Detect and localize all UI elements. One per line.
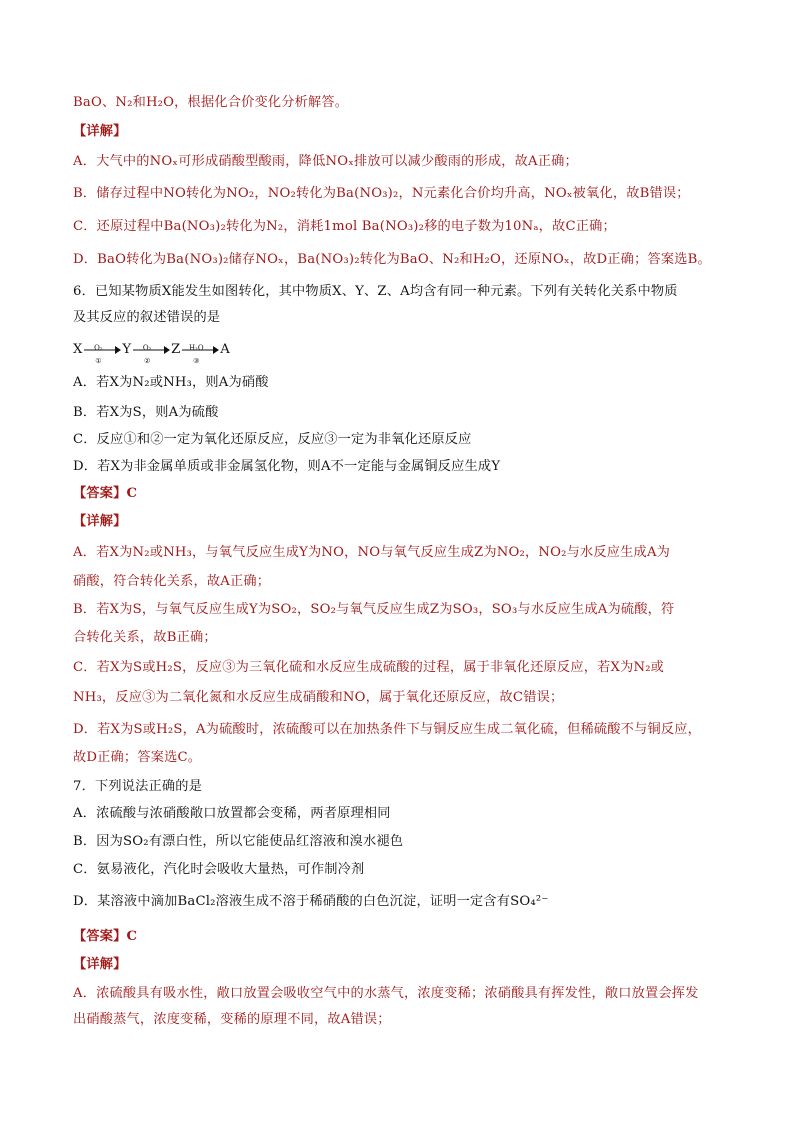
species-a: A [220,342,230,357]
option-6d: D．若X为非金属单质或非金属氢化物，则A不一定能与金属铜反应生成Y [73,459,501,474]
reagent-2: O₂ [142,344,152,352]
question-7-stem: 7．下列说法正确的是 [73,779,203,794]
text-line-21: 故D正确；答案选C。 [73,750,202,765]
reagent-1: O₂ [94,344,103,352]
section-heading-detail: 【详解】 [73,124,127,139]
species-x: X [73,342,83,357]
reaction-arrow-3 [181,340,219,365]
text-line-0: BaO、N₂和H₂O，根据化合价变化分析解答。 [73,95,349,110]
reaction-scheme [73,340,230,365]
reaction-arrow-1 [83,340,121,365]
reagent-3: H₂O [188,344,204,352]
text-line-5: D．BaO转化为Ba(NO₃)₂储存NOₓ，Ba(NO₃)₂转化为BaO、N₂和H₂O，还原NOₓ，故D正确；答案选B。 [73,252,711,267]
text-line-18: C．若X为S或H₂S，反应③为三氧化硫和水反应生成硫酸的过程，属于非氧化还原反应，若X为N₂或 [73,660,665,675]
option-7c: C．氨易液化，汽化时会吸收大量热，可作制冷剂 [73,862,365,877]
text-line-19: NH₃，反应③为二氧化氮和水反应生成硝酸和NO，属于氧化还原反应，故C错误； [73,690,564,705]
option-6b: B．若X为S，则A为硫酸 [73,405,219,420]
question-6-stem-cont: 及其反应的叙述错误的是 [73,310,221,325]
text-line-20: D．若X为S或H₂S，A为硫酸时，浓硫酸可以在加热条件下与铜反应生成二氧化硫，但稀硫酸不与铜反应， [73,722,702,737]
section-heading-detail-7: 【详解】 [73,957,127,972]
text-line-3: B．储存过程中NO转化为NO₂，NO₂转化为Ba(NO₃)₂，N元素化合价均升高，NOₓ被氧化，故B错误； [73,186,690,201]
text-line-29: A．浓硫酸具有吸水性，敞口放置会吸收空气中的水蒸气，浓度变稀；浓硝酸具有挥发性，敞口放置会挥发 [73,986,699,1001]
reaction-arrow-2 [132,340,170,365]
text-line-30: 出硝酸蒸气，浓度变稀，变稀的原理不同，故A错误； [73,1012,391,1027]
species-y: Y [122,342,132,357]
answer-7: 【答案】C [73,929,138,944]
option-6a: A．若X为N₂或NH₃，则A为硝酸 [73,375,269,390]
text-line-17: 合转化关系，故B正确； [73,630,217,645]
species-z: Z [171,342,181,357]
text-line-4: C．还原过程中Ba(NO₃)₂转化为N₂，消耗1mol Ba(NO₃)₂移的电子数为10Nₐ，故C正确； [73,219,616,234]
step-2-label: ② [143,357,151,365]
option-7d: D．某溶液中滴加BaCl₂溶液生成不溶于稀硝酸的白色沉淀，证明一定含有SO₄²⁻ [73,894,549,909]
section-heading-detail-6: 【详解】 [73,514,127,529]
text-line-16: B．若X为S，与氧气反应生成Y为SO₂，SO₂与氧气反应生成Z为SO₃，SO₃与水反应生成A为硫酸，符 [73,602,675,617]
text-line-14: A．若X为N₂或NH₃，与氧气反应生成Y为NO，NO与氧气反应生成Z为NO₂，NO₂与水反应生成A为 [73,545,671,560]
option-7a: A．浓硫酸与浓硝酸敞口放置都会变稀，两者原理相同 [73,806,391,821]
step-1-label: ① [95,357,102,365]
option-6c: C．反应①和②一定为氧化还原反应，反应③一定为非氧化还原反应 [73,432,472,447]
answer-6: 【答案】C [73,486,138,501]
option-7b: B．因为SO₂有漂白性，所以它能使品红溶液和溴水褪色 [73,834,404,849]
question-6-stem: 6．已知某物质X能发生如图转化，其中物质X、Y、Z、A均含有同一种元素。下列有关转化关系中物质 [73,284,678,299]
text-line-2: A．大气中的NOₓ可形成硝酸型酸雨，降低NOₓ排放可以减少酸雨的形成，故A正确； [73,154,578,169]
text-line-15: 硝酸，符合转化关系，故A正确； [73,574,271,589]
step-3-label: ③ [193,357,200,365]
